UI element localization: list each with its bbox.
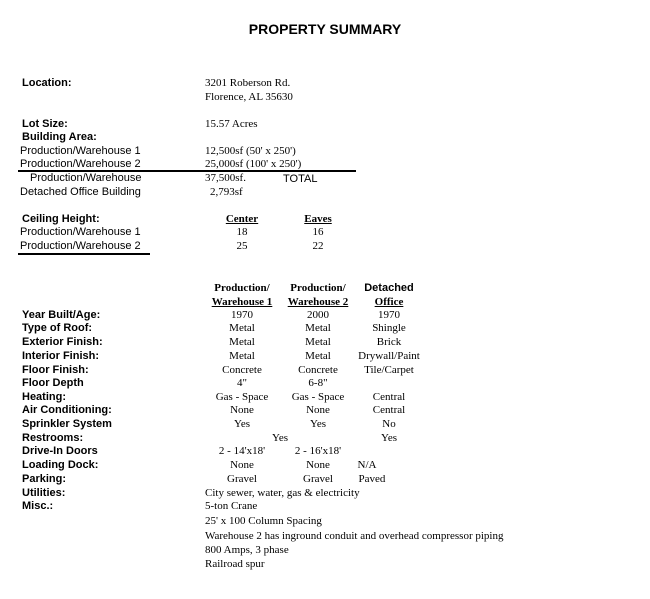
ceiling-row-pw2-eaves: 22 (312, 240, 324, 252)
pw1-area-value: 12,500sf (50' x 250') (205, 145, 296, 157)
location-line2: Florence, AL 35630 (205, 91, 293, 103)
exterior-finish-c1: Metal (229, 336, 255, 348)
restrooms-label: Restrooms: (22, 432, 84, 444)
floor-finish-c1: Concrete (222, 364, 262, 376)
lot-size-label: Lot Size: (22, 118, 68, 130)
col2-header-bottom: Warehouse 2 (287, 296, 349, 308)
ceiling-row-pw1-label: Production/Warehouse 1 (20, 226, 141, 238)
col3-header-bottom: Office (374, 296, 404, 308)
utilities-label: Utilities: (22, 487, 66, 499)
restrooms-c3: Yes (380, 432, 398, 444)
air-conditioning-c1: None (230, 404, 254, 416)
air-conditioning-c3: Central (372, 404, 406, 416)
office-area-label: Detached Office Building (20, 186, 141, 198)
total-area-value: 37,500sf. (205, 172, 246, 184)
loading-dock-label: Loading Dock: (22, 459, 99, 471)
roof-type-c1: Metal (229, 322, 255, 334)
col3-header-top: Detached (364, 282, 414, 294)
restrooms-c12: Yes (271, 432, 289, 444)
ceiling-row-pw1-eaves: 16 (312, 226, 324, 238)
total-word: TOTAL (283, 173, 318, 185)
drive-in-doors-label: Drive-In Doors (22, 445, 98, 457)
ceiling-row-pw2-center: 25 (236, 240, 248, 252)
utilities-value: City sewer, water, gas & electricity (205, 487, 360, 499)
year-built-label: Year Built/Age: (22, 309, 101, 321)
total-area-label: Production/Warehouse (30, 172, 142, 184)
parking-c3: Paved (358, 473, 386, 485)
drive-in-doors-c1: 2 - 14'x18' (218, 445, 266, 457)
interior-finish-c3: Drywall/Paint (358, 350, 420, 362)
page-title: PROPERTY SUMMARY (248, 21, 402, 37)
sprinkler-c2: Yes (309, 418, 327, 430)
sprinkler-c3: No (382, 418, 396, 430)
col1-header-top: Production/ (214, 282, 270, 294)
parking-c1: Gravel (227, 473, 257, 485)
ceiling-row-pw1-center: 18 (236, 226, 248, 238)
col2-header-top: Production/ (290, 282, 346, 294)
location-line1: 3201 Roberson Rd. (205, 77, 291, 89)
location-label: Location: (22, 77, 72, 89)
parking-label: Parking: (22, 473, 67, 485)
year-built-c3: 1970 (378, 309, 400, 321)
interior-finish-label: Interior Finish: (22, 350, 99, 362)
floor-finish-c3: Tile/Carpet (364, 364, 414, 376)
exterior-finish-c3: Brick (376, 336, 402, 348)
misc-line3: Warehouse 2 has inground conduit and overhead compressor piping (205, 530, 504, 542)
pw2-area-value: 25,000sf (100' x 250') (205, 158, 302, 170)
heating-c2: Gas - Space (291, 391, 345, 403)
parking-c2: Gravel (303, 473, 333, 485)
misc-line2: 25' x 100 Column Spacing (205, 515, 322, 527)
pw1-area-label: Production/Warehouse 1 (20, 145, 141, 157)
sprinkler-c1: Yes (233, 418, 251, 430)
col1-header-bottom: Warehouse 1 (211, 296, 273, 308)
floor-depth-c1: 4" (237, 377, 247, 389)
exterior-finish-c2: Metal (305, 336, 331, 348)
pw2-area-label: Production/Warehouse 2 (20, 158, 141, 170)
interior-finish-c2: Metal (305, 350, 331, 362)
roof-type-label: Type of Roof: (22, 322, 93, 334)
heating-label: Heating: (22, 391, 66, 403)
sprinkler-label: Sprinkler System (22, 418, 112, 430)
ceiling-divider (18, 253, 150, 255)
center-header: Center (225, 213, 259, 225)
loading-dock-c2: None (306, 459, 330, 471)
drive-in-doors-c2: 2 - 16'x18' (294, 445, 342, 457)
air-conditioning-label: Air Conditioning: (22, 404, 112, 416)
year-built-c1: 1970 (231, 309, 253, 321)
lot-size-value: 15.57 Acres (205, 118, 258, 130)
floor-finish-c2: Concrete (298, 364, 338, 376)
floor-depth-c2: 6-8" (308, 377, 328, 389)
misc-line5: Railroad spur (205, 558, 265, 570)
floor-finish-label: Floor Finish: (22, 364, 89, 376)
roof-type-c2: Metal (305, 322, 331, 334)
heating-c3: Central (372, 391, 406, 403)
misc-label: Misc.: (22, 500, 54, 512)
interior-finish-c1: Metal (229, 350, 255, 362)
misc-line1: 5-ton Crane (205, 500, 258, 512)
ceiling-height-label: Ceiling Height: (22, 213, 100, 225)
exterior-finish-label: Exterior Finish: (22, 336, 103, 348)
roof-type-c3: Shingle (372, 322, 406, 334)
ceiling-row-pw2-label: Production/Warehouse 2 (20, 240, 141, 252)
loading-dock-c1: None (230, 459, 254, 471)
year-built-c2: 2000 (307, 309, 329, 321)
heating-c1: Gas - Space (215, 391, 269, 403)
loading-dock-c3: N/A (357, 459, 377, 471)
office-area-value: 2,793sf (210, 186, 243, 198)
building-area-label: Building Area: (22, 131, 97, 143)
air-conditioning-c2: None (306, 404, 330, 416)
misc-line4: 800 Amps, 3 phase (205, 544, 289, 556)
eaves-header: Eaves (304, 213, 332, 225)
floor-depth-label: Floor Depth (22, 377, 84, 389)
